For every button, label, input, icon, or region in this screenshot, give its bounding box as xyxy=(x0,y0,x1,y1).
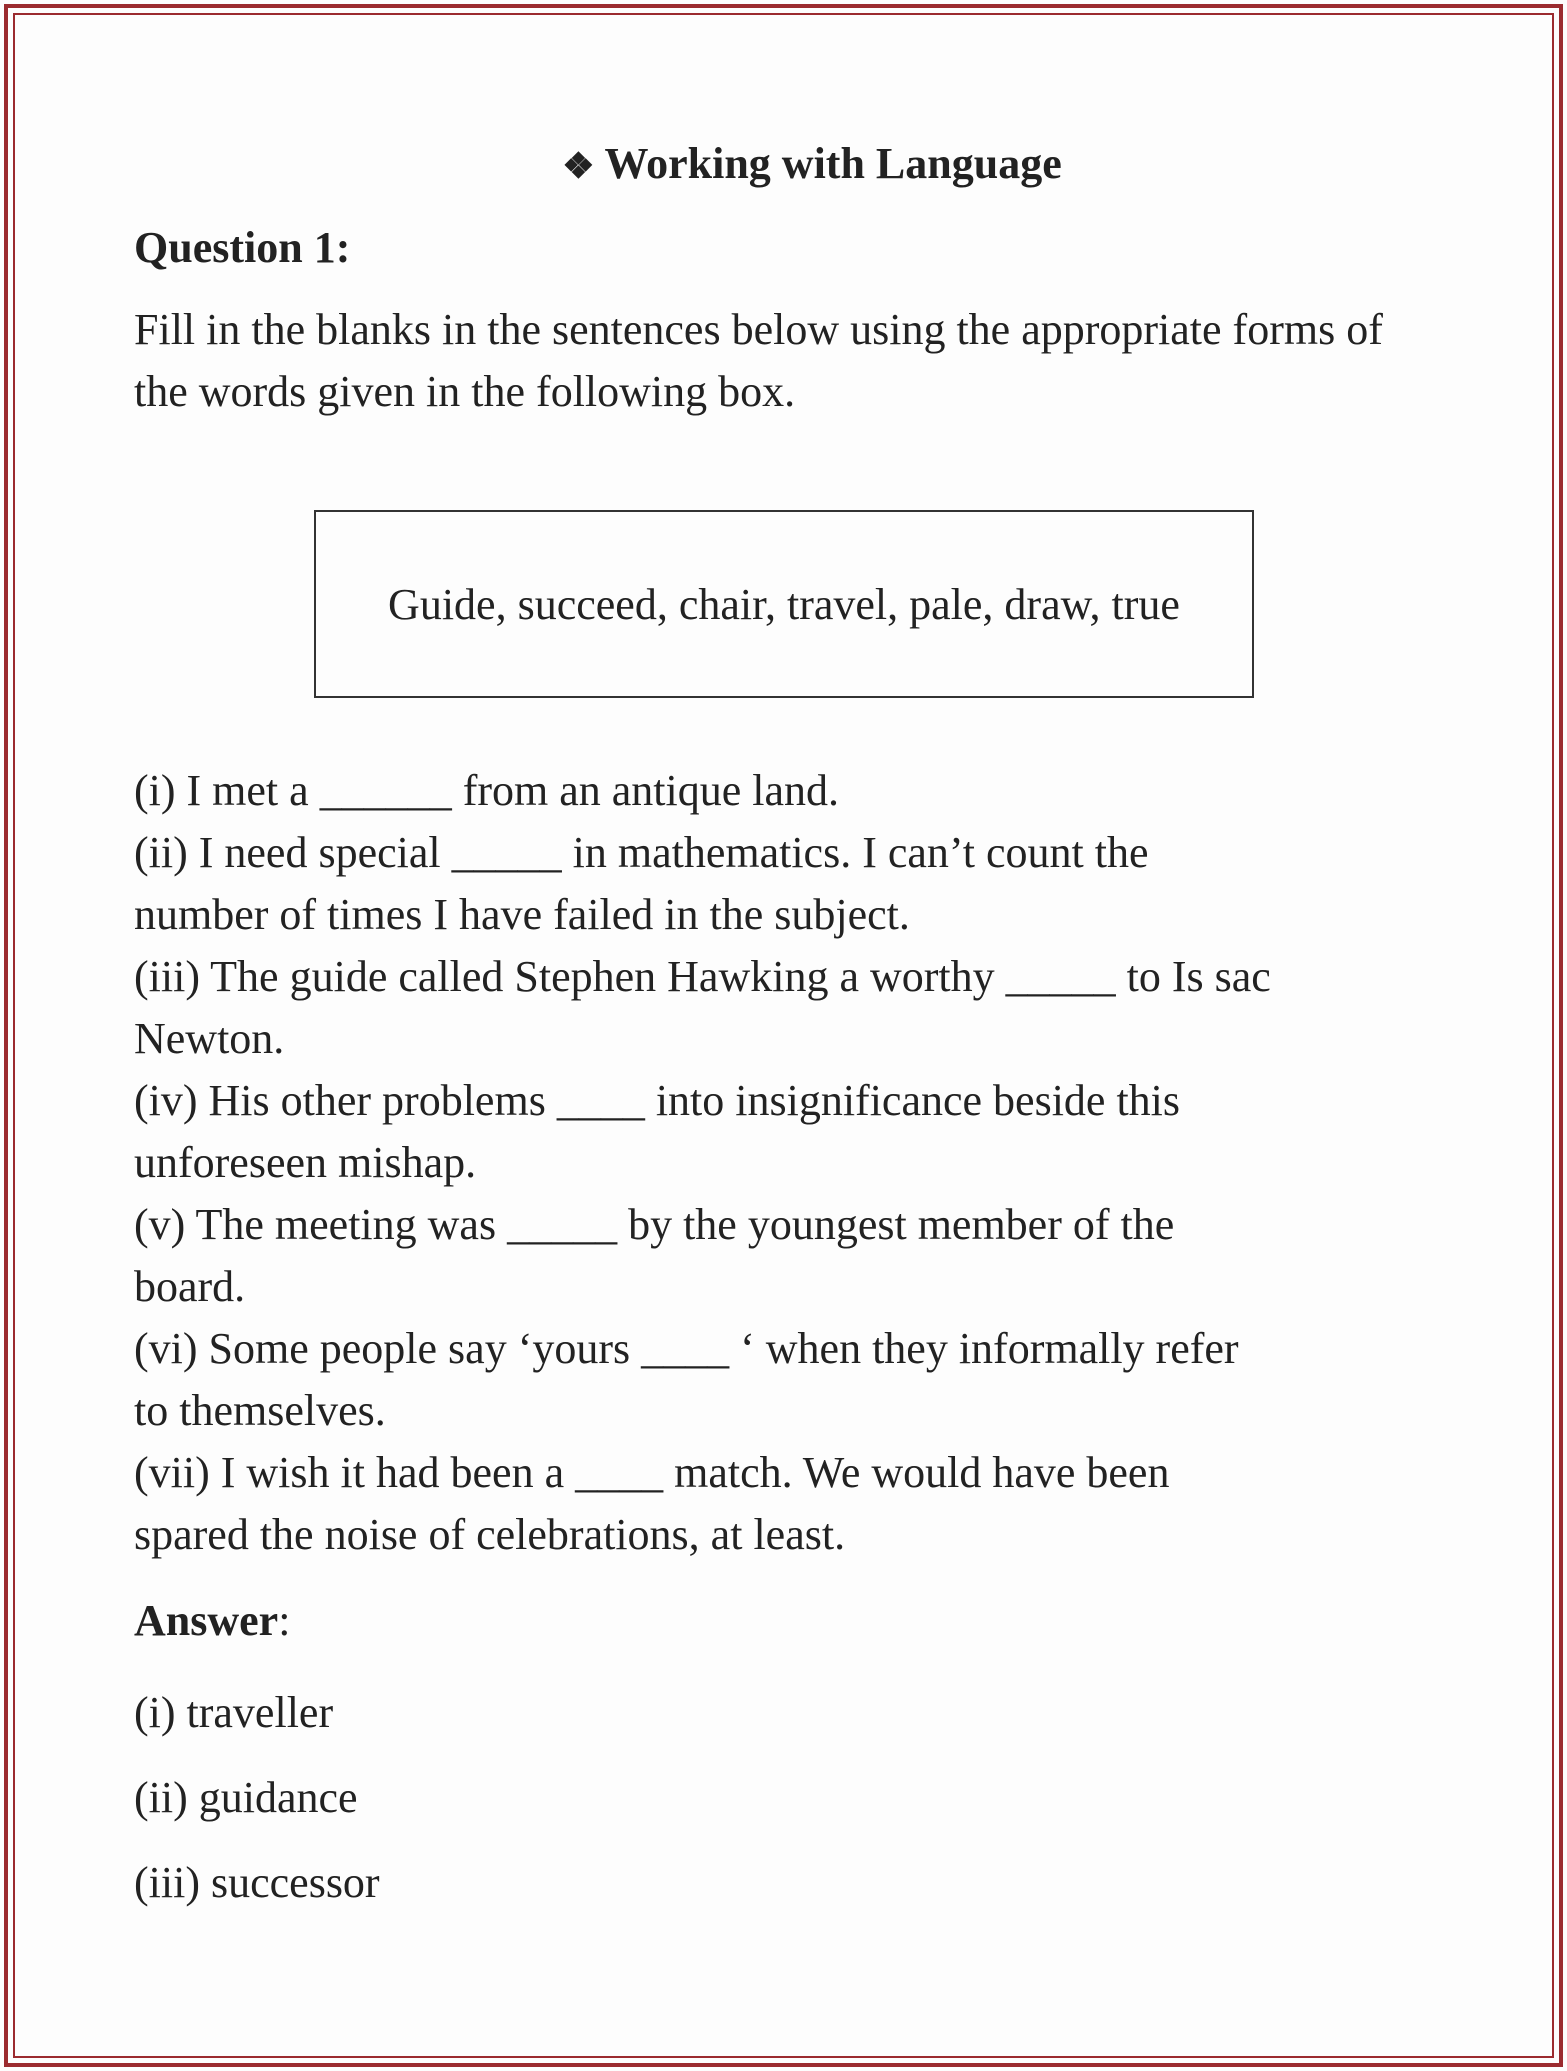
sentence-line: board. xyxy=(134,1262,246,1311)
sentence-line: unforeseen mishap. xyxy=(134,1138,477,1187)
answer-list xyxy=(134,1670,380,1925)
sentence-line: (iii) The guide called Stephen Hawking a worthy _____ to Is sac xyxy=(134,952,1271,1001)
question-instruction: Fill in the blanks in the sentences below using the appropriate forms of the words given in the following box. xyxy=(134,305,1383,416)
sentence-line: spared the noise of celebrations, at least. xyxy=(134,1510,846,1559)
sentence-line: (vii) I wish it had been a ____ match. We would have been xyxy=(134,1448,1170,1497)
sentence-line: (v) The meeting was _____ by the youngest member of the xyxy=(134,1200,1175,1249)
answer-label: Answer xyxy=(134,1596,279,1645)
question-title: Question 1: xyxy=(134,223,351,272)
word-box xyxy=(314,510,1254,698)
sentence-line: (i) I met a ______ from an antique land. xyxy=(134,766,840,815)
diamond-bullet-icon: ❖ xyxy=(562,146,595,186)
answer-colon: : xyxy=(278,1596,291,1645)
answer-item: (iii) successor xyxy=(134,1858,380,1907)
sentence-line: to themselves. xyxy=(134,1386,386,1435)
sentence-line: number of times I have failed in the subject. xyxy=(134,890,910,939)
answer-item: (i) traveller xyxy=(134,1688,334,1737)
question-sentences xyxy=(134,760,1454,1566)
sentence-line: (vi) Some people say ‘yours ____ ‘ when they informally refer xyxy=(134,1324,1239,1373)
section-heading-text: Working with Language xyxy=(604,139,1062,188)
sentence-line: (ii) I need special _____ in mathematics. I can’t count the xyxy=(134,828,1149,877)
answer-item: (ii) guidance xyxy=(134,1773,358,1822)
word-box-text: Guide, succeed, chair, travel, pale, draw, true xyxy=(388,579,1180,629)
answer-title xyxy=(134,1585,290,1657)
sentence-line: Newton. xyxy=(134,1014,285,1063)
sentence-line: (iv) His other problems ____ into insignificance beside this xyxy=(134,1076,1181,1125)
section-heading xyxy=(134,128,1472,202)
